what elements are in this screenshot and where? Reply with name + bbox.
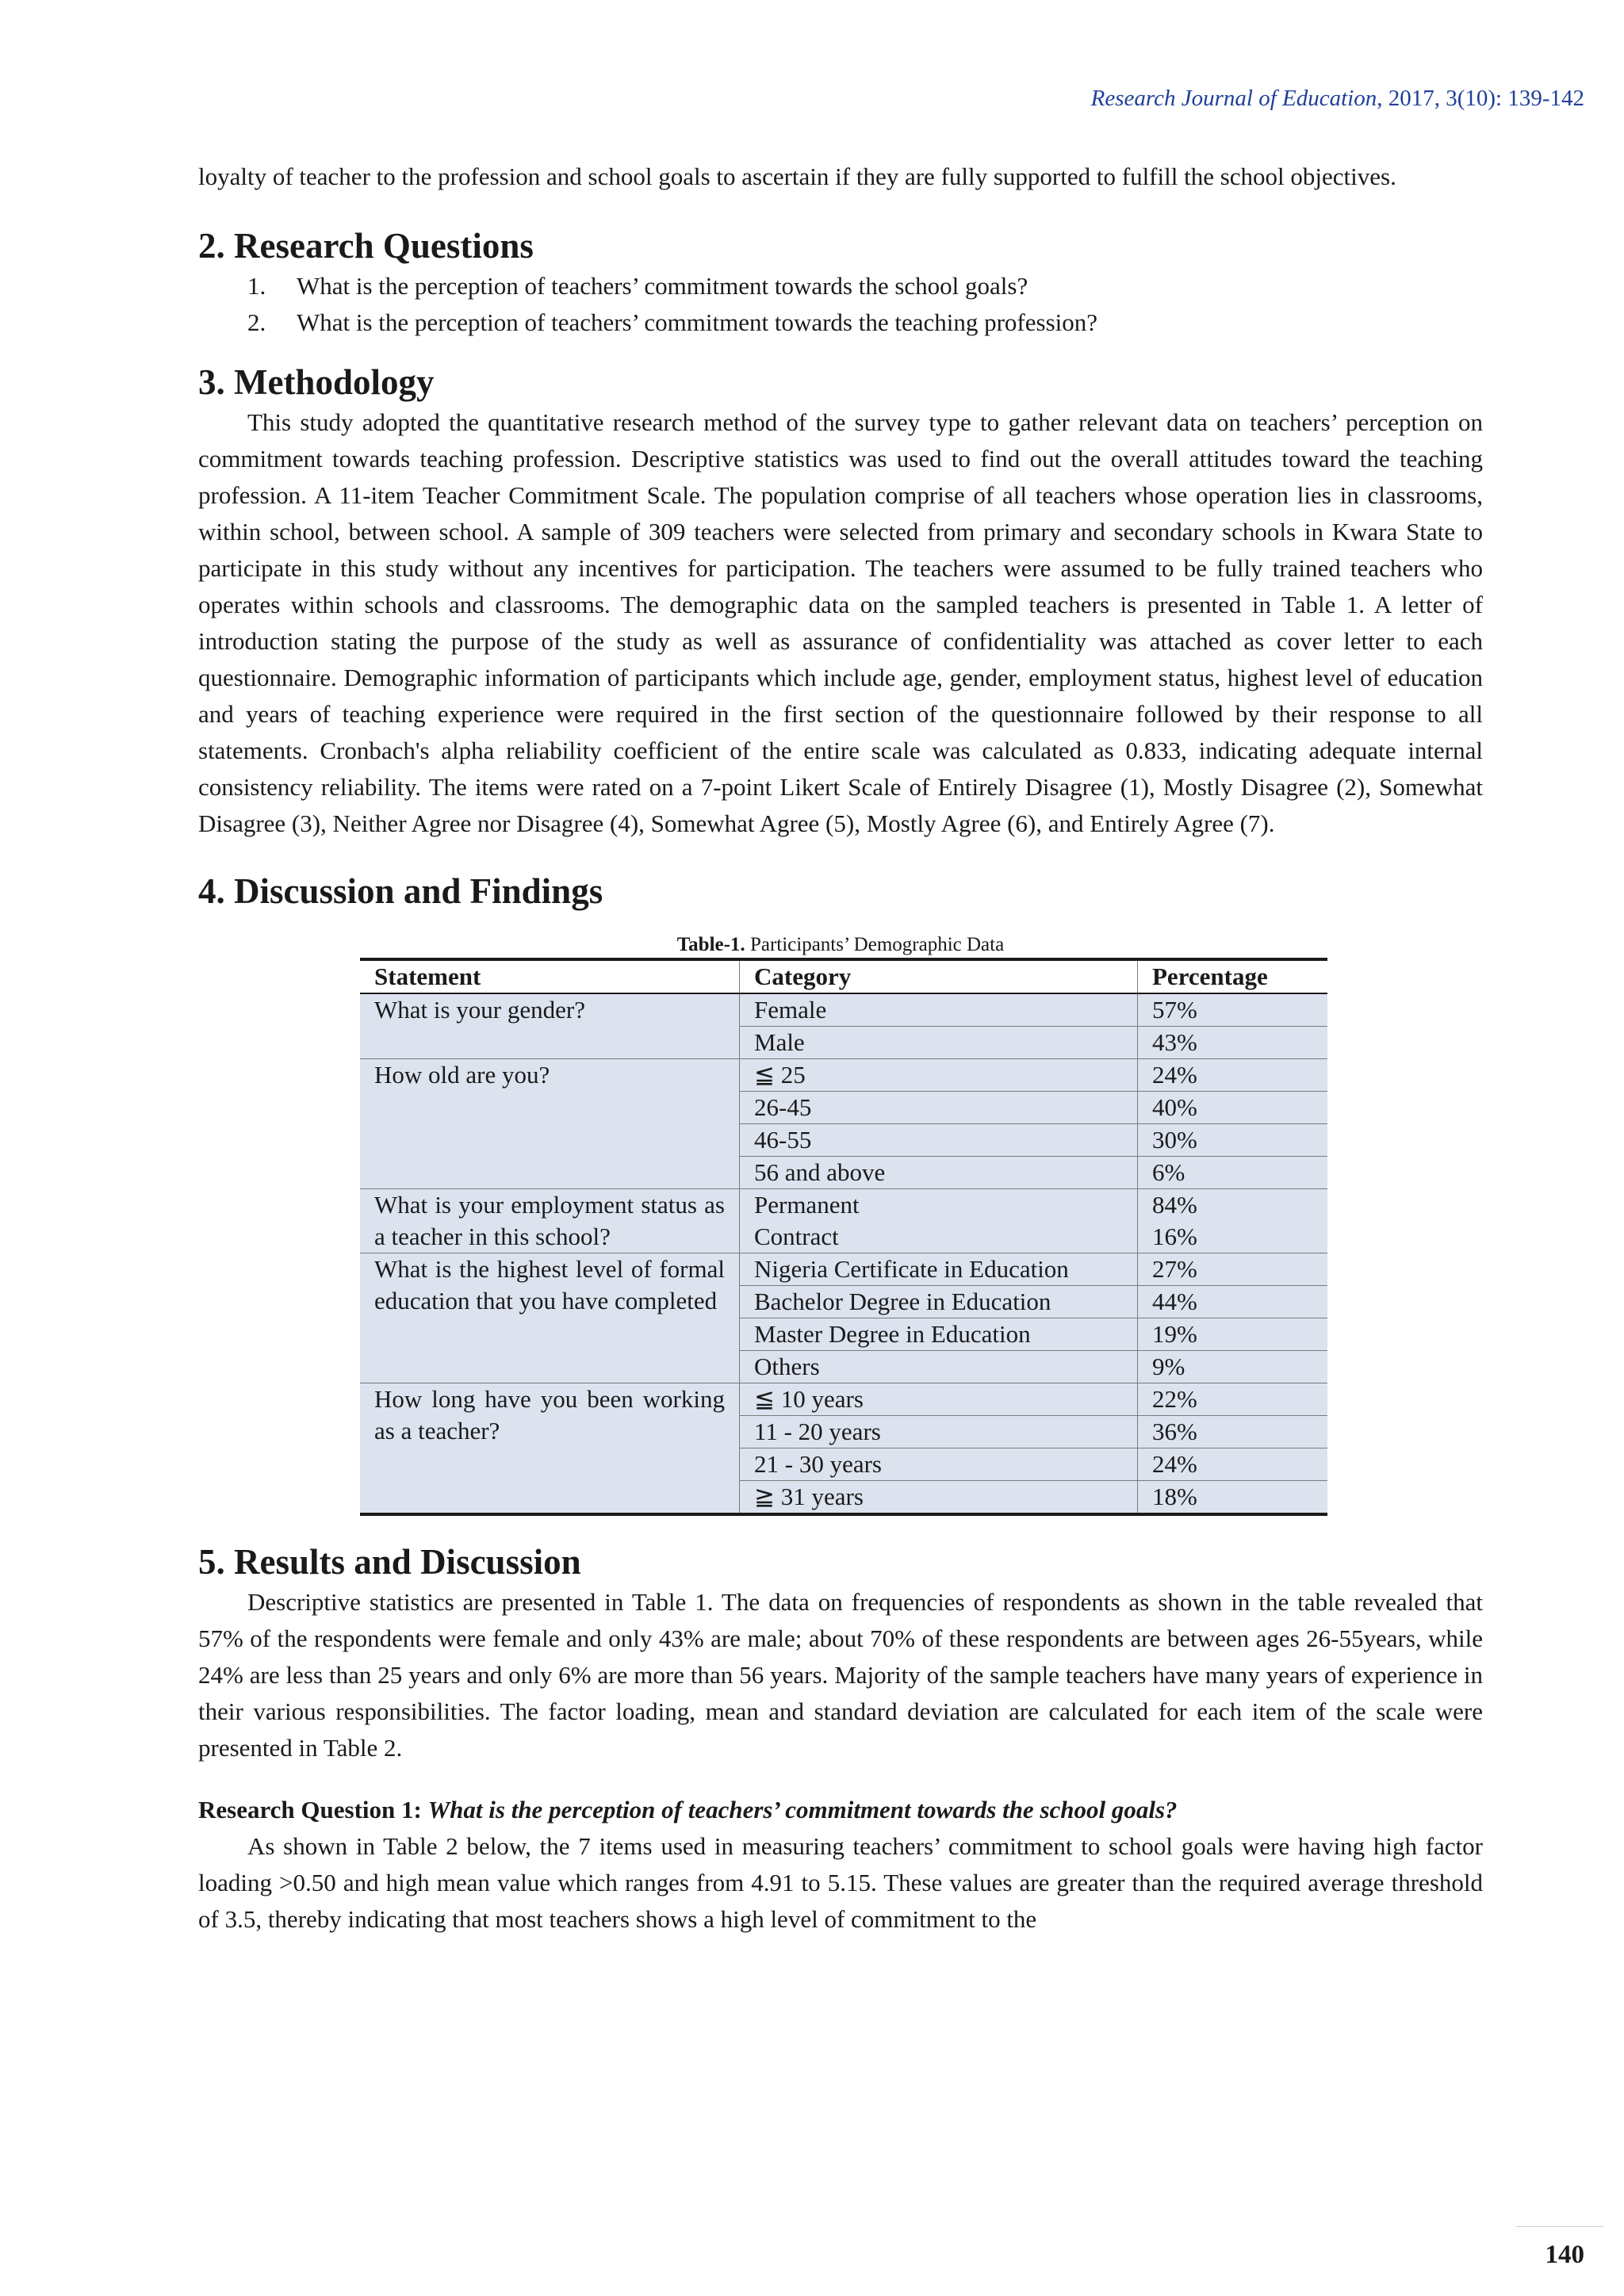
category-cell: ≦ 25 [740, 1059, 1138, 1092]
statement-cell: How long have you been working as a teacher? [360, 1383, 740, 1515]
list-number: 1. [247, 272, 266, 300]
table-row [360, 993, 1327, 1027]
header-category: Category [740, 959, 1138, 993]
percentage-cell: 9% [1138, 1351, 1328, 1383]
section-5-title: 5. Results and Discussion [198, 1542, 581, 1582]
percentage-cell: 24% [1138, 1059, 1328, 1092]
table-row [360, 1059, 1327, 1092]
category-cell: ≦ 10 years [740, 1383, 1138, 1416]
category-cell: 46-55 [740, 1124, 1138, 1157]
list-number: 2. [247, 308, 266, 336]
category-cell: Male [740, 1027, 1138, 1059]
results-paragraph: Descriptive statistics are presented in Table 1. The data on frequencies of respondents as shown in the table revealed that 57% of the respondents were female and only 43% are male; about 70% of these respondents are between ages 26-55years, while 24% are less than 25 years and only 6% are more than 56 years. Majority of the sample teachers have many years of experience in their various responsibilities. The factor loading, mean and standard deviation are calculated for each item of the scale were presented in Table 2. [198, 1588, 1483, 1762]
category-cell: Bachelor Degree in Education [740, 1286, 1138, 1318]
page-number: 140 [1545, 2241, 1584, 2269]
percentage-cell: 40% [1138, 1092, 1328, 1124]
statement-cell: What is your gender? [360, 993, 740, 1059]
category-cell: Female [740, 993, 1138, 1027]
percentage-cell: 30% [1138, 1124, 1328, 1157]
journal-name: Research Journal of Education [1090, 86, 1377, 111]
percentage-cell: 57% [1138, 993, 1328, 1027]
demographic-table [360, 958, 1327, 1516]
percentage-cell: 44% [1138, 1286, 1328, 1318]
percentage-cell: 24% [1138, 1448, 1328, 1481]
section-3-title: 3. Methodology [198, 362, 435, 402]
article-body [198, 159, 1483, 1938]
list-text: What is the perception of teachers’ commitment towards the school goals? [297, 272, 1028, 300]
table-label: Table-1. [676, 934, 745, 955]
section-2-title: 2. Research Questions [198, 226, 534, 266]
header-percentage: Percentage [1138, 959, 1328, 993]
rq-label: Research Question 1: [198, 1796, 422, 1823]
percentage-cell: 19% [1138, 1318, 1328, 1351]
research-questions-list [198, 268, 1483, 341]
methodology-paragraph: This study adopted the quantitative research method of the survey type to gather relevant data on teachers’ perception on commitment towards teaching profession. Descriptive statistics was used to find out the overall attitudes toward the teaching profession. A 11-item Teacher Commitment Scale. The population comprise of all teachers whose operation lies in classrooms, within school, between school. A sample of 309 teachers were selected from primary and secondary schools in Kwara State to participate in this study without any incentives for participation. The teachers were assumed to be fully trained teachers who operates within schools and classrooms. The demographic data on the sampled teachers is presented in Table 1. A letter of introduction stating the purpose of the study as well as assurance of confidentiality was attached as cover letter to each questionnaire. Demographic information of participants which include age, gender, employment status, highest level of education and years of teaching experience were required in the first section of the questionnaire followed by their response to all statements. Cronbach's alpha reliability coefficient of the entire scale was calculated as 0.833, indicating adequate internal consistency reliability. The items were rated on a 7-point Likert Scale of Entirely Disagree (1), Mostly Disagree (2), Somewhat Disagree (3), Neither Agree nor Disagree (4), Somewhat Agree (5), Mostly Agree (6), and Entirely Agree (7). [198, 408, 1483, 837]
list-item [198, 268, 1483, 304]
table-row [360, 1253, 1327, 1286]
category-cell: Permanent Contract [740, 1189, 1138, 1253]
table-caption [198, 932, 1483, 958]
category-cell: 11 - 20 years [740, 1416, 1138, 1448]
rq1-paragraph: As shown in Table 2 below, the 7 items used in measuring teachers’ commitment to school goals were having high factor loading >0.50 and high mean value which ranges from 4.91 to 5.15. These values are greater than the required average threshold of 3.5, thereby indicating that most teachers shows a high level of commitment to the [198, 1832, 1483, 1933]
category-cell: Others [740, 1351, 1138, 1383]
category-cell: Master Degree in Education [740, 1318, 1138, 1351]
table-row [360, 1189, 1327, 1253]
percentage-cell: 22% [1138, 1383, 1328, 1416]
category-cell: 26-45 [740, 1092, 1138, 1124]
table-header-row [360, 959, 1327, 993]
category-cell: 56 and above [740, 1157, 1138, 1189]
statement-cell: What is the highest level of formal education that you have completed [360, 1253, 740, 1383]
section-4-title: 4. Discussion and Findings [198, 871, 603, 911]
statement-cell: How old are you? [360, 1059, 740, 1189]
intro-paragraph: loyalty of teacher to the profession and school goals to ascertain if they are fully supported to fulfill the school objectives. [198, 163, 1396, 190]
percentage-cell: 84% 16% [1138, 1189, 1328, 1253]
research-question-1 [198, 1792, 1483, 1828]
percentage-cell: 27% [1138, 1253, 1328, 1286]
percentage-cell: 6% [1138, 1157, 1328, 1189]
list-text: What is the perception of teachers’ commitment towards the teaching profession? [297, 308, 1098, 336]
list-item [198, 304, 1483, 341]
category-cell: ≧ 31 years [740, 1481, 1138, 1515]
percentage-cell: 36% [1138, 1416, 1328, 1448]
running-header [1091, 86, 1584, 112]
table-title: Participants’ Demographic Data [745, 934, 1005, 955]
rq-question: What is the perception of teachers’ commitment towards the school goals? [427, 1796, 1178, 1823]
header-statement: Statement [360, 959, 740, 993]
percentage-cell: 43% [1138, 1027, 1328, 1059]
category-cell: 21 - 30 years [740, 1448, 1138, 1481]
footer-divider [1516, 2226, 1603, 2227]
percentage-cell: 18% [1138, 1481, 1328, 1515]
citation: , 2017, 3(10): 139-142 [1377, 86, 1584, 111]
category-cell: Nigeria Certificate in Education [740, 1253, 1138, 1286]
table-row [360, 1383, 1327, 1416]
statement-cell: What is your employment status as a teacher in this school? [360, 1189, 740, 1253]
